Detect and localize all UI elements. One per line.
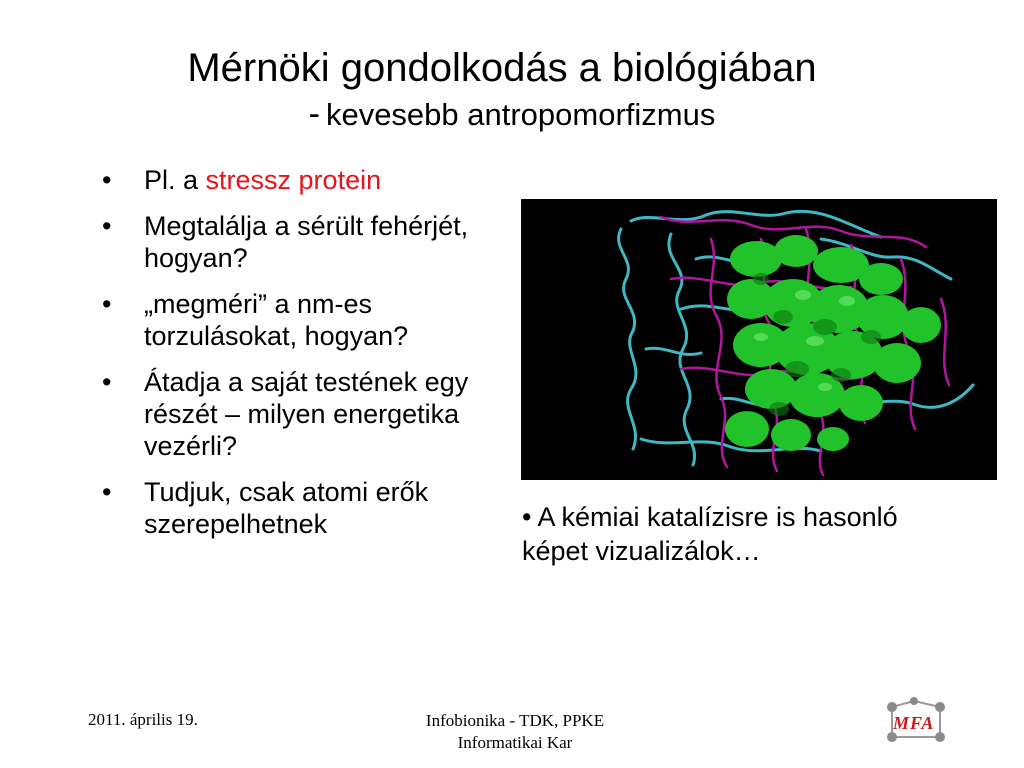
protein-illustration — [521, 199, 997, 480]
bullet-dot: • — [102, 165, 112, 195]
footer-line2: Informatikai Kar — [457, 733, 573, 752]
bullet-text: Átadja a saját testének egy részét – milyen energetika vezérli? — [144, 367, 469, 461]
protein-structure-image — [521, 199, 997, 480]
footer-line1: Infobionika - TDK, PPKE — [425, 711, 605, 730]
footer-date: 2011. április 19. — [88, 710, 198, 729]
title-subtitle-text: kevesebb antropomorfizmus — [325, 97, 716, 132]
bullet-item — [102, 366, 512, 462]
bullet-text: Tudjuk, csak atomi erők szerepelhetnek — [144, 477, 429, 539]
title-subtitle — [0, 94, 1024, 135]
title-dash: - — [308, 95, 320, 133]
bullet-text: Megtalálja a sérült fehérjét, hogyan? — [144, 211, 469, 273]
bullet-item — [102, 210, 512, 274]
bullet-text: „megméri” a nm-es torzulásokat, hogyan? — [144, 289, 409, 351]
bullet-dot: • — [102, 289, 112, 319]
bullet-item — [102, 164, 512, 196]
bullet-list — [102, 164, 512, 554]
bullet-highlight: stressz protein — [205, 165, 382, 195]
title-main: Mérnöki gondolkodás a biológiában — [187, 46, 817, 90]
bullet-dot: • — [102, 211, 112, 241]
slide-title — [0, 44, 1024, 135]
bullet-dot: • — [102, 477, 112, 507]
mfa-logo-text: MFA — [893, 713, 935, 733]
footer-institution — [370, 710, 660, 754]
bullet-item — [102, 476, 512, 540]
image-caption: • A kémiai katalízisre is hasonló képet vizualizálok… — [522, 502, 898, 566]
bullet-prefix: Pl. a — [144, 165, 206, 195]
bullet-item — [102, 288, 512, 352]
bullet-dot: • — [102, 367, 112, 397]
